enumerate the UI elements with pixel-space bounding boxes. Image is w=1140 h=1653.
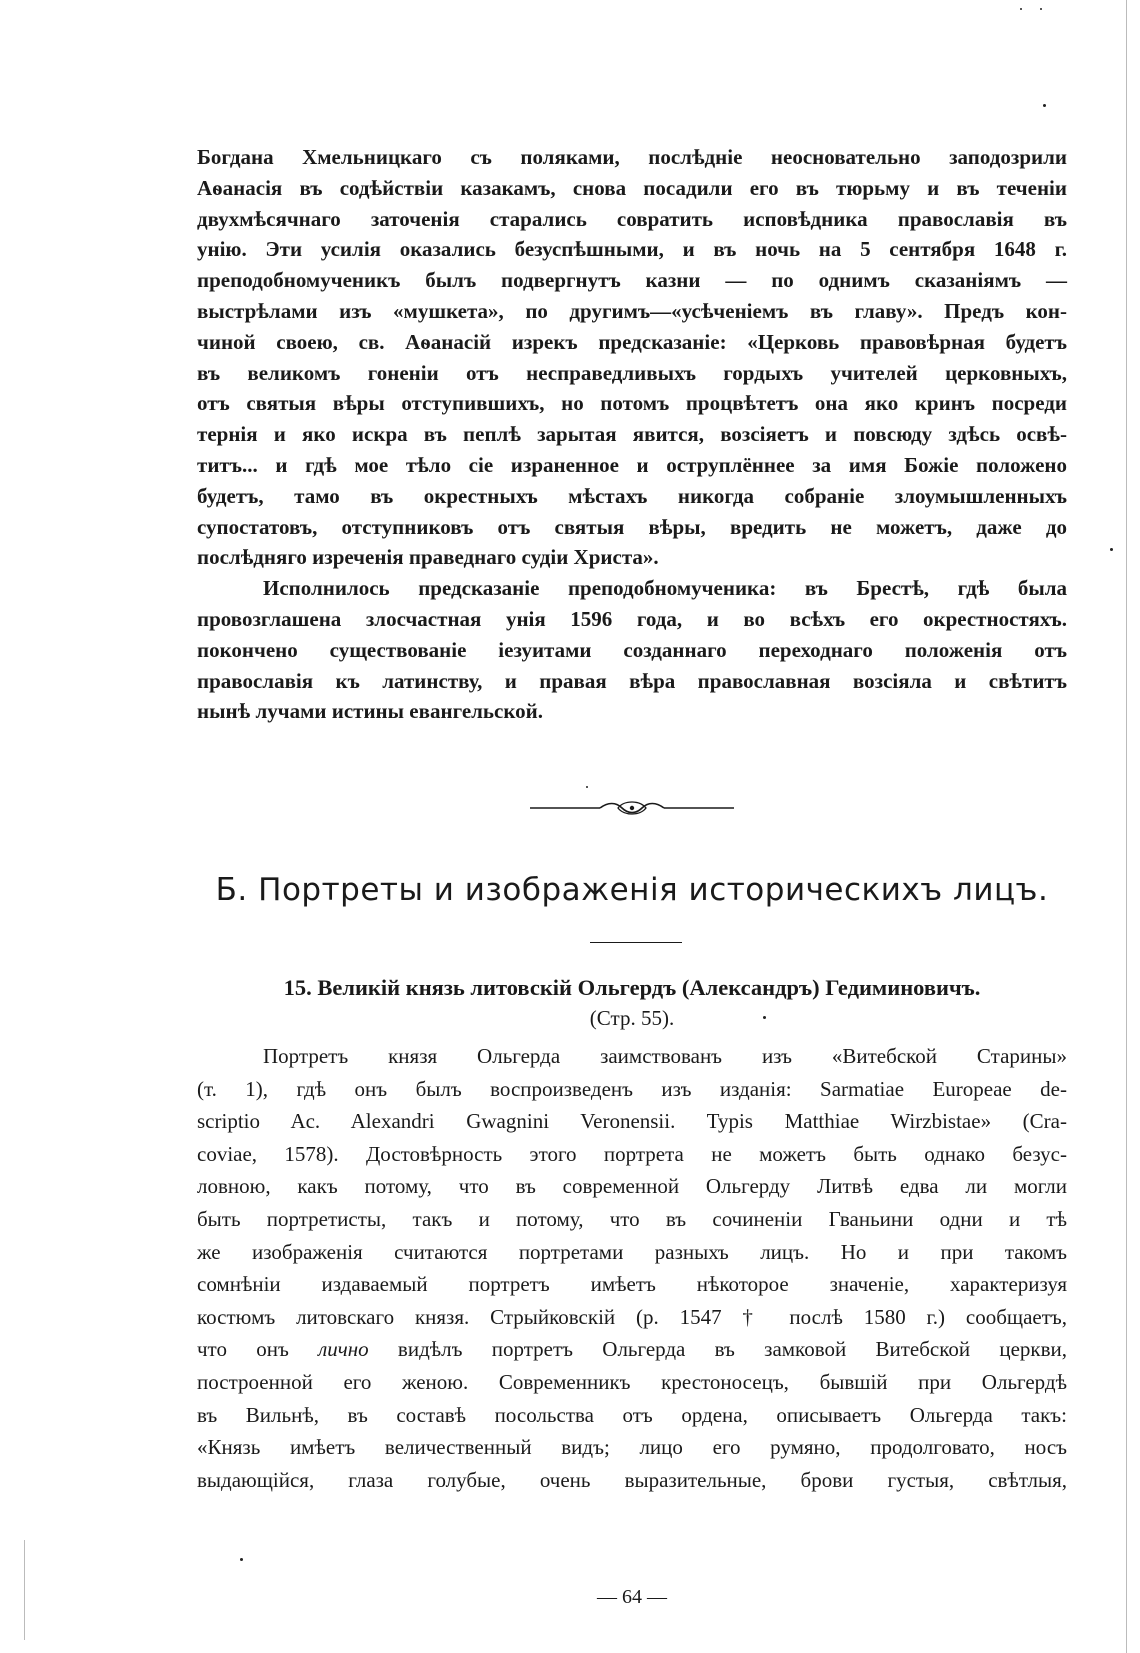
text-line: покончено существованіе іезуитами созданнаго переходнаго положенія отъ (197, 637, 1067, 662)
text-line: титъ... и гдѣ мое тѣло сіе израненное и оструплённее за имя Божіе положено (197, 452, 1067, 477)
text-line: православія къ латинству, и правая вѣра православная возсіяла и свѣтитъ (197, 668, 1067, 693)
text-line: Аѳанасія въ содѣйствіи казакамъ, снова посадили его въ тюрьму и въ теченіи (197, 175, 1067, 200)
scan-speck (586, 786, 588, 788)
text-line: ловною, какъ потому, что въ современной Ольгерду Литвѣ едва ли могли (197, 1174, 1067, 1199)
text-line: Портретъ князя Ольгерда заимствованъ изъ «Витебской Старины» (263, 1044, 1067, 1068)
scan-speck (1110, 548, 1113, 551)
text-line: построенной его женою. Современникъ крестоносецъ, бывшій при Ольгердѣ (197, 1369, 1067, 1394)
text-line: провозглашена злосчастная унія 1596 года, и во всѣхъ его окрестностяхъ. (197, 606, 1067, 631)
text-line: въ Вильнѣ, въ составѣ посольства отъ ордена, описываетъ Ольгерда такъ: (197, 1402, 1067, 1427)
scan-speck (1040, 8, 1042, 10)
entry-title: 15. Великій князь литовскій Ольгердъ (Александръ) Гедиминовичъ. (283, 975, 981, 1000)
page-number: — 64 — (597, 1586, 667, 1608)
scan-edge (1126, 0, 1127, 1653)
short-rule (590, 942, 682, 943)
text-line: выстрѣлами изъ «мушкета», по другимъ—«усѣченіемъ въ главу». Предъ кон- (197, 298, 1067, 323)
entry-body (197, 1040, 1067, 1496)
text-line (197, 1333, 1067, 1366)
text-line: (т. 1), гдѣ онъ былъ воспроизведенъ изъ изданія: Sarmatiae Europeae de- (197, 1076, 1067, 1101)
text-line: преподобномученикъ былъ подвергнутъ казни — по однимъ сказаніямъ — (197, 268, 1067, 293)
scan-edge (24, 1540, 25, 1640)
text-line: Богдана Хмельницкаго съ поляками, послѣдніе неосновательно заподозрили (197, 145, 1067, 169)
scan-speck (1020, 8, 1022, 10)
text-line: сомнѣніи издаваемый портретъ имѣетъ нѣкоторое значеніе, характеризуя (197, 1272, 1067, 1297)
text-line: «Князь имѣетъ величественный видъ; лицо его румяно, продолговато, носъ (197, 1435, 1067, 1460)
text-line: будетъ, тамо въ окрестныхъ мѣстахъ никогда собраніе злоумышленныхъ (197, 483, 1067, 508)
scan-speck (763, 1016, 766, 1019)
text-line: быть портретисты, такъ и потому, что въ сочиненіи Гваньини одни и тѣ (197, 1206, 1067, 1231)
text-line: scriptio Ac. Alexandri Gwagnini Veronensii. Typis Matthiae Wirzbistae» (Cra- (197, 1109, 1067, 1134)
text-fragment: что онъ (197, 1337, 319, 1362)
text-line: же изображенія считаются портретами разныхъ лицъ. Но и при такомъ (197, 1239, 1067, 1264)
text-line: въ великомъ гоненіи отъ несправедливыхъ гордыхъ учителей церковныхъ, (197, 360, 1067, 385)
text-line: Исполнилось предсказаніе преподобномученика: въ Брестѣ, гдѣ была (263, 576, 1067, 601)
ornament-divider (530, 796, 734, 820)
text-line: костюмъ литовскаго князя. Стрыйковскій (р. 1547 † послѣ 1580 г.) сообщаетъ, (197, 1304, 1067, 1329)
text-fragment: видѣлъ портретъ Ольгерда въ замковой Витебской церкви, (368, 1337, 1068, 1362)
scan-speck (240, 1558, 243, 1561)
text-line: послѣдняго изреченія праведнаго судіи Христа». (197, 545, 659, 570)
text-line: унію. Эти усилія оказались безуспѣшными, и въ ночь на 5 сентября 1648 г. (197, 237, 1067, 262)
text-line: супостатовъ, отступниковъ отъ святыя вѣры, вредить не можетъ, даже до (197, 514, 1067, 539)
entry-page-reference: (Стр. 55). (589, 1006, 675, 1030)
text-line: двухмѣсячнаго заточенія старались совратить исповѣдника православія въ (197, 206, 1067, 231)
text-line: чиной своею, св. Аѳанасій изрекъ предсказаніе: «Церковь правовѣрная будетъ (197, 329, 1067, 354)
scan-speck (1043, 104, 1046, 107)
text-line: отъ святыя вѣры отступившихъ, но потомъ процвѣтетъ она яко кринъ посреди (197, 391, 1067, 416)
text-line: выдающійся, глаза голубые, очень выразительные, брови густыя, свѣтлыя, (197, 1467, 1067, 1492)
paragraph-block-1 (197, 142, 1067, 727)
text-line: тернія и яко искра въ пеплѣ зарытая явится, возсіяетъ и повсюду здѣсь освѣ- (197, 422, 1067, 447)
text-line: нынѣ лучами истины евангельской. (197, 699, 544, 724)
text-line: coviae, 1578). Достовѣрность этого портрета не можетъ быть однако безус- (197, 1141, 1067, 1166)
italic-word: лично (318, 1337, 369, 1362)
section-heading: Б. Портреты и изображенія историческихъ лицъ. (215, 872, 1049, 908)
